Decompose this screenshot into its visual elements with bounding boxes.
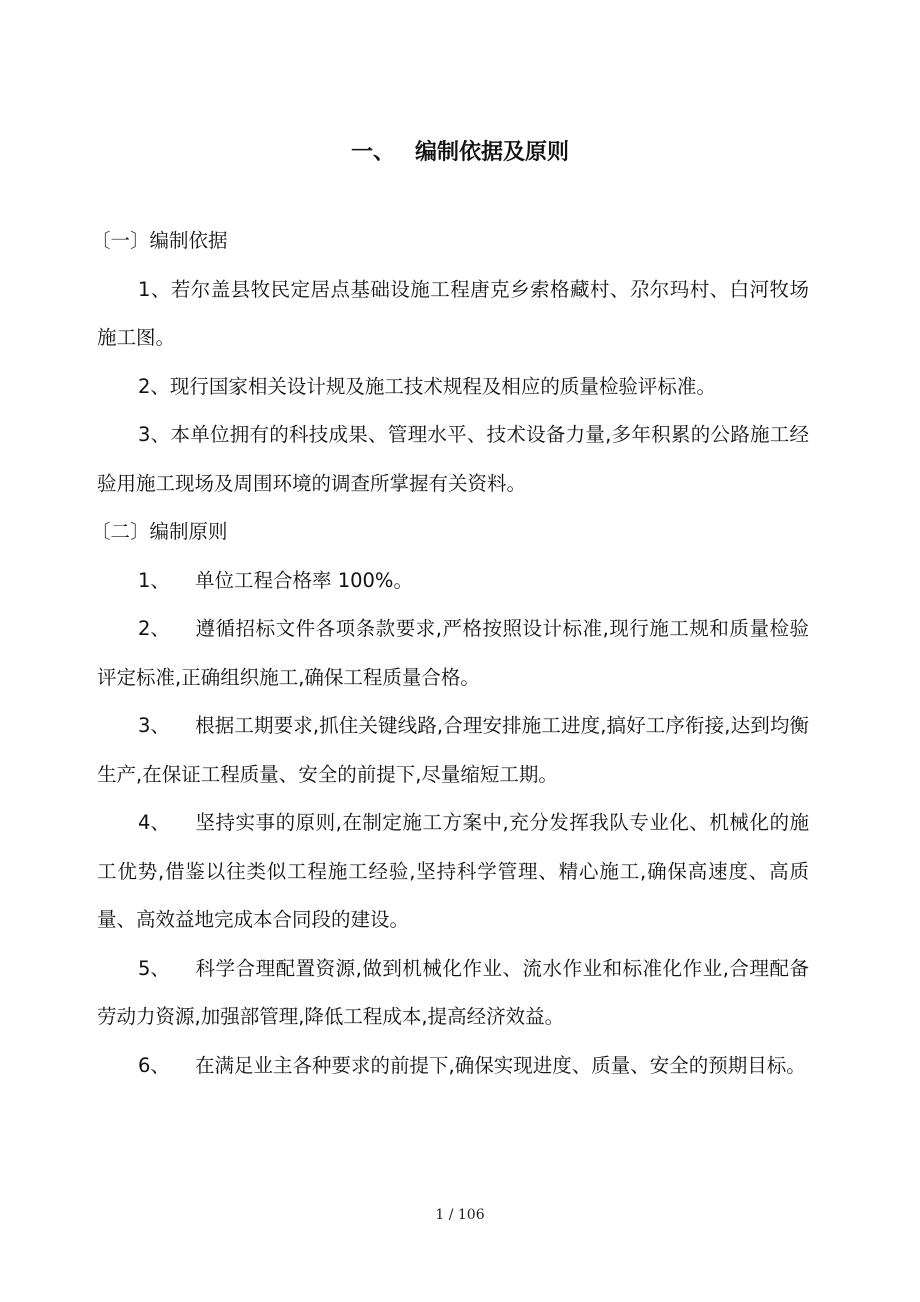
principle-item-5	[97, 945, 809, 1042]
principle-text: 遵循招标文件各项条款要求,严格按照设计标准,现行施工规和质量检验评定标准,正确组织施工,确保工程质量合格。	[97, 617, 809, 689]
basis-paragraph-1: 1、若尔盖县牧民定居点基础设施工程唐克乡索格藏村、尕尔玛村、白河牧场施工图。	[97, 277, 809, 349]
section-heading-principles: 〔二〕编制原则	[91, 520, 228, 543]
principle-number: 2、	[138, 617, 170, 640]
section-heading-basis: 〔一〕编制依据	[91, 229, 228, 252]
page-number: 1 / 106	[435, 1207, 485, 1223]
principle-item-6	[97, 1042, 809, 1091]
basis-paragraph-2: 2、现行国家相关设计规及施工技术规程及相应的质量检验评标准。	[138, 374, 716, 398]
principle-item-1	[97, 557, 809, 606]
principle-number: 5、	[138, 956, 170, 980]
page-title	[0, 137, 920, 169]
principle-item-2	[97, 605, 809, 702]
principle-item-4	[97, 799, 809, 945]
document-body	[91, 217, 809, 1090]
principle-number: 1、	[138, 568, 170, 592]
title-number: 一、	[350, 139, 395, 165]
principle-number: 6、	[138, 1053, 170, 1077]
principle-number: 3、	[138, 714, 170, 737]
principle-text: 坚持实事的原则,在制定施工方案中,充分发挥我队专业化、机械化的施工优势,借鉴以往类似工程施工经验,坚持科学管理、精心施工,确保高速度、高质量、高效益地完成本合同段的建设。	[97, 811, 809, 931]
principle-item-3	[97, 702, 809, 799]
principle-text: 根据工期要求,抓住关键线路,合理安排施工进度,搞好工序衔接,达到均衡生产,在保证工程质量、安全的前提下,尽量缩短工期。	[97, 714, 809, 786]
principle-text: 科学合理配置资源,做到机械化作业、流水作业和标准化作业,合理配备劳动力资源,加强部管理,降低工程成本,提高经济效益。	[97, 956, 809, 1028]
principle-text: 在满足业主各种要求的前提下,确保实现进度、质量、安全的预期目标。	[195, 1053, 806, 1077]
title-text: 编制依据及原则	[415, 139, 570, 165]
principle-number: 4、	[138, 811, 170, 834]
basis-paragraph-3: 3、本单位拥有的科技成果、管理水平、技术设备力量,多年积累的公路施工经验用施工现场及周围环境的调查所掌握有关资料。	[97, 423, 809, 495]
principle-text: 单位工程合格率 100%。	[195, 568, 413, 592]
